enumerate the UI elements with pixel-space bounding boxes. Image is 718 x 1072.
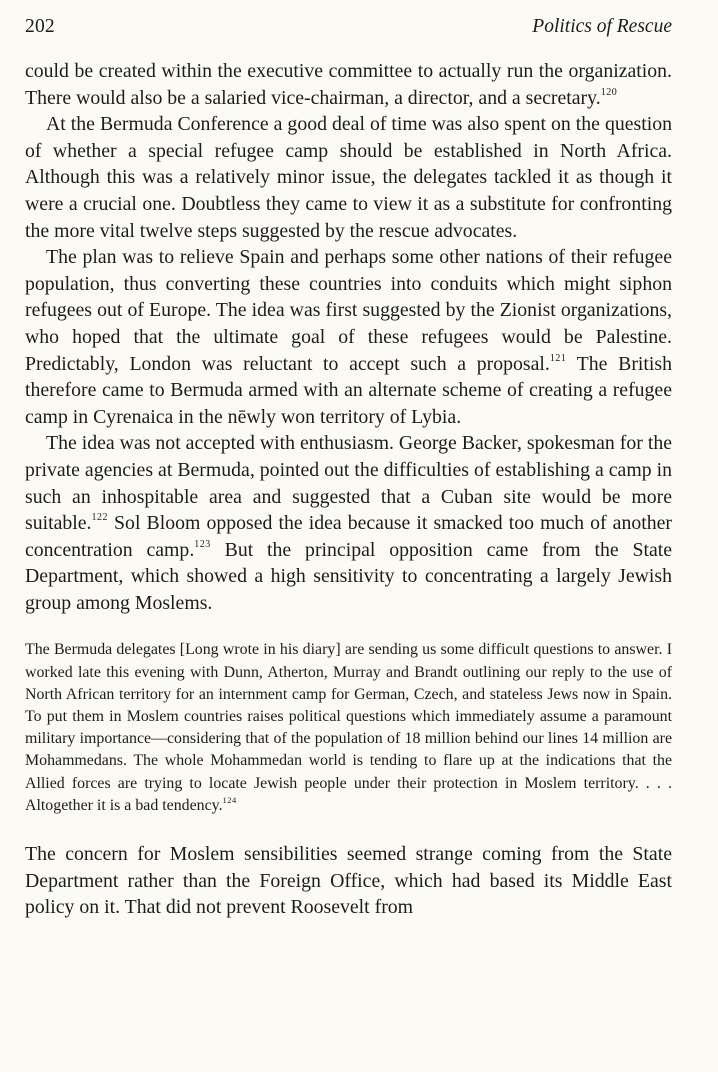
- paragraph: [25, 841, 672, 921]
- paragraph-text: The concern for Moslem sensibilities seemed strange coming from the State Department rather than the Foreign Office, which had based its Middle East policy on it. That did not prevent Roosevelt from: [25, 843, 672, 919]
- paragraph-text: At the Bermuda Conference a good deal of time was also spent on the question of whether a special refugee camp should be established in North Africa. Although this was a relatively minor issue, the delegates tackled it as though it were a crucial one. Doubtless they came to view it as a substitute for confronting the more vital twelve steps suggested by the rescue advocates.: [25, 113, 672, 242]
- paragraph: [25, 111, 672, 244]
- paragraph-text: could be created within the executive committee to actually run the organization. There would also be a salaried vice-chairman, a director, and a secretary.: [25, 60, 672, 109]
- paragraph-text: The plan was to relieve Spain and perhaps some other nations of their refugee population, thus converting these countries into conduits which might siphon refugees out of Europe. The idea was first suggested by the Zionist organizations, who hoped that the ultimate goal of these refugees would be Palestine. Predictably, London was reluctant to accept such a proposal.: [25, 246, 672, 375]
- footnote-ref: 122: [91, 512, 108, 524]
- paragraph-text: But the principal opposition came from the State Department, which showed a high sensitivity to concentrating a largely Jewish group among Moslems.: [25, 538, 673, 614]
- block-quote: [25, 639, 672, 817]
- running-title: Politics of Rescue: [532, 16, 672, 37]
- paragraph-text: The British therefore came to Bermuda armed with an alternate scheme of creating a refugee camp in Cyrenaica in the nēwly won territory of Lybia.: [25, 352, 672, 428]
- quote-text: The Bermuda delegates [Long wrote in his diary] are sending us some difficult questions to answer. I worked late this evening with Dunn, Atherton, Murray and Brandt outlining our reply to the use of North African territory for an internment camp for German, Czech, and stateless Jews now in Spain. To put them in Moslem countries raises political questions which immediately assume a paramount military importance—considering that of the population of 18 million behind our lines 14 million are Mohammedans. The whole Mohammedan world is tending to flare up at the indications that the Allied forces are trying to locate Jewish people under their protection in Moslem territory. . . . Altogether it is a bad tendency.: [25, 641, 672, 814]
- body-text-continued: [25, 841, 672, 921]
- footnote-ref: 120: [600, 86, 618, 98]
- body-text: [25, 58, 672, 616]
- paragraph: [25, 58, 672, 111]
- paragraph: [25, 244, 672, 430]
- running-header: [25, 14, 672, 44]
- footnote-ref: 123: [194, 538, 211, 550]
- paragraph-text: Sol Bloom opposed the idea because it smacked too much of another concentration camp.: [25, 512, 672, 561]
- paragraph: [25, 430, 672, 616]
- footnote-ref: 121: [549, 352, 567, 364]
- footnote-ref: 124: [222, 794, 237, 805]
- paragraph-text: The idea was not accepted with enthusiasm. George Backer, spokesman for the private agencies at Bermuda, pointed out the difficulties of establishing a camp in such an inhospitable area and suggested that a Cuban site would be more suitable.: [25, 432, 672, 535]
- page-number: 202: [25, 16, 55, 37]
- book-page: [25, 14, 672, 921]
